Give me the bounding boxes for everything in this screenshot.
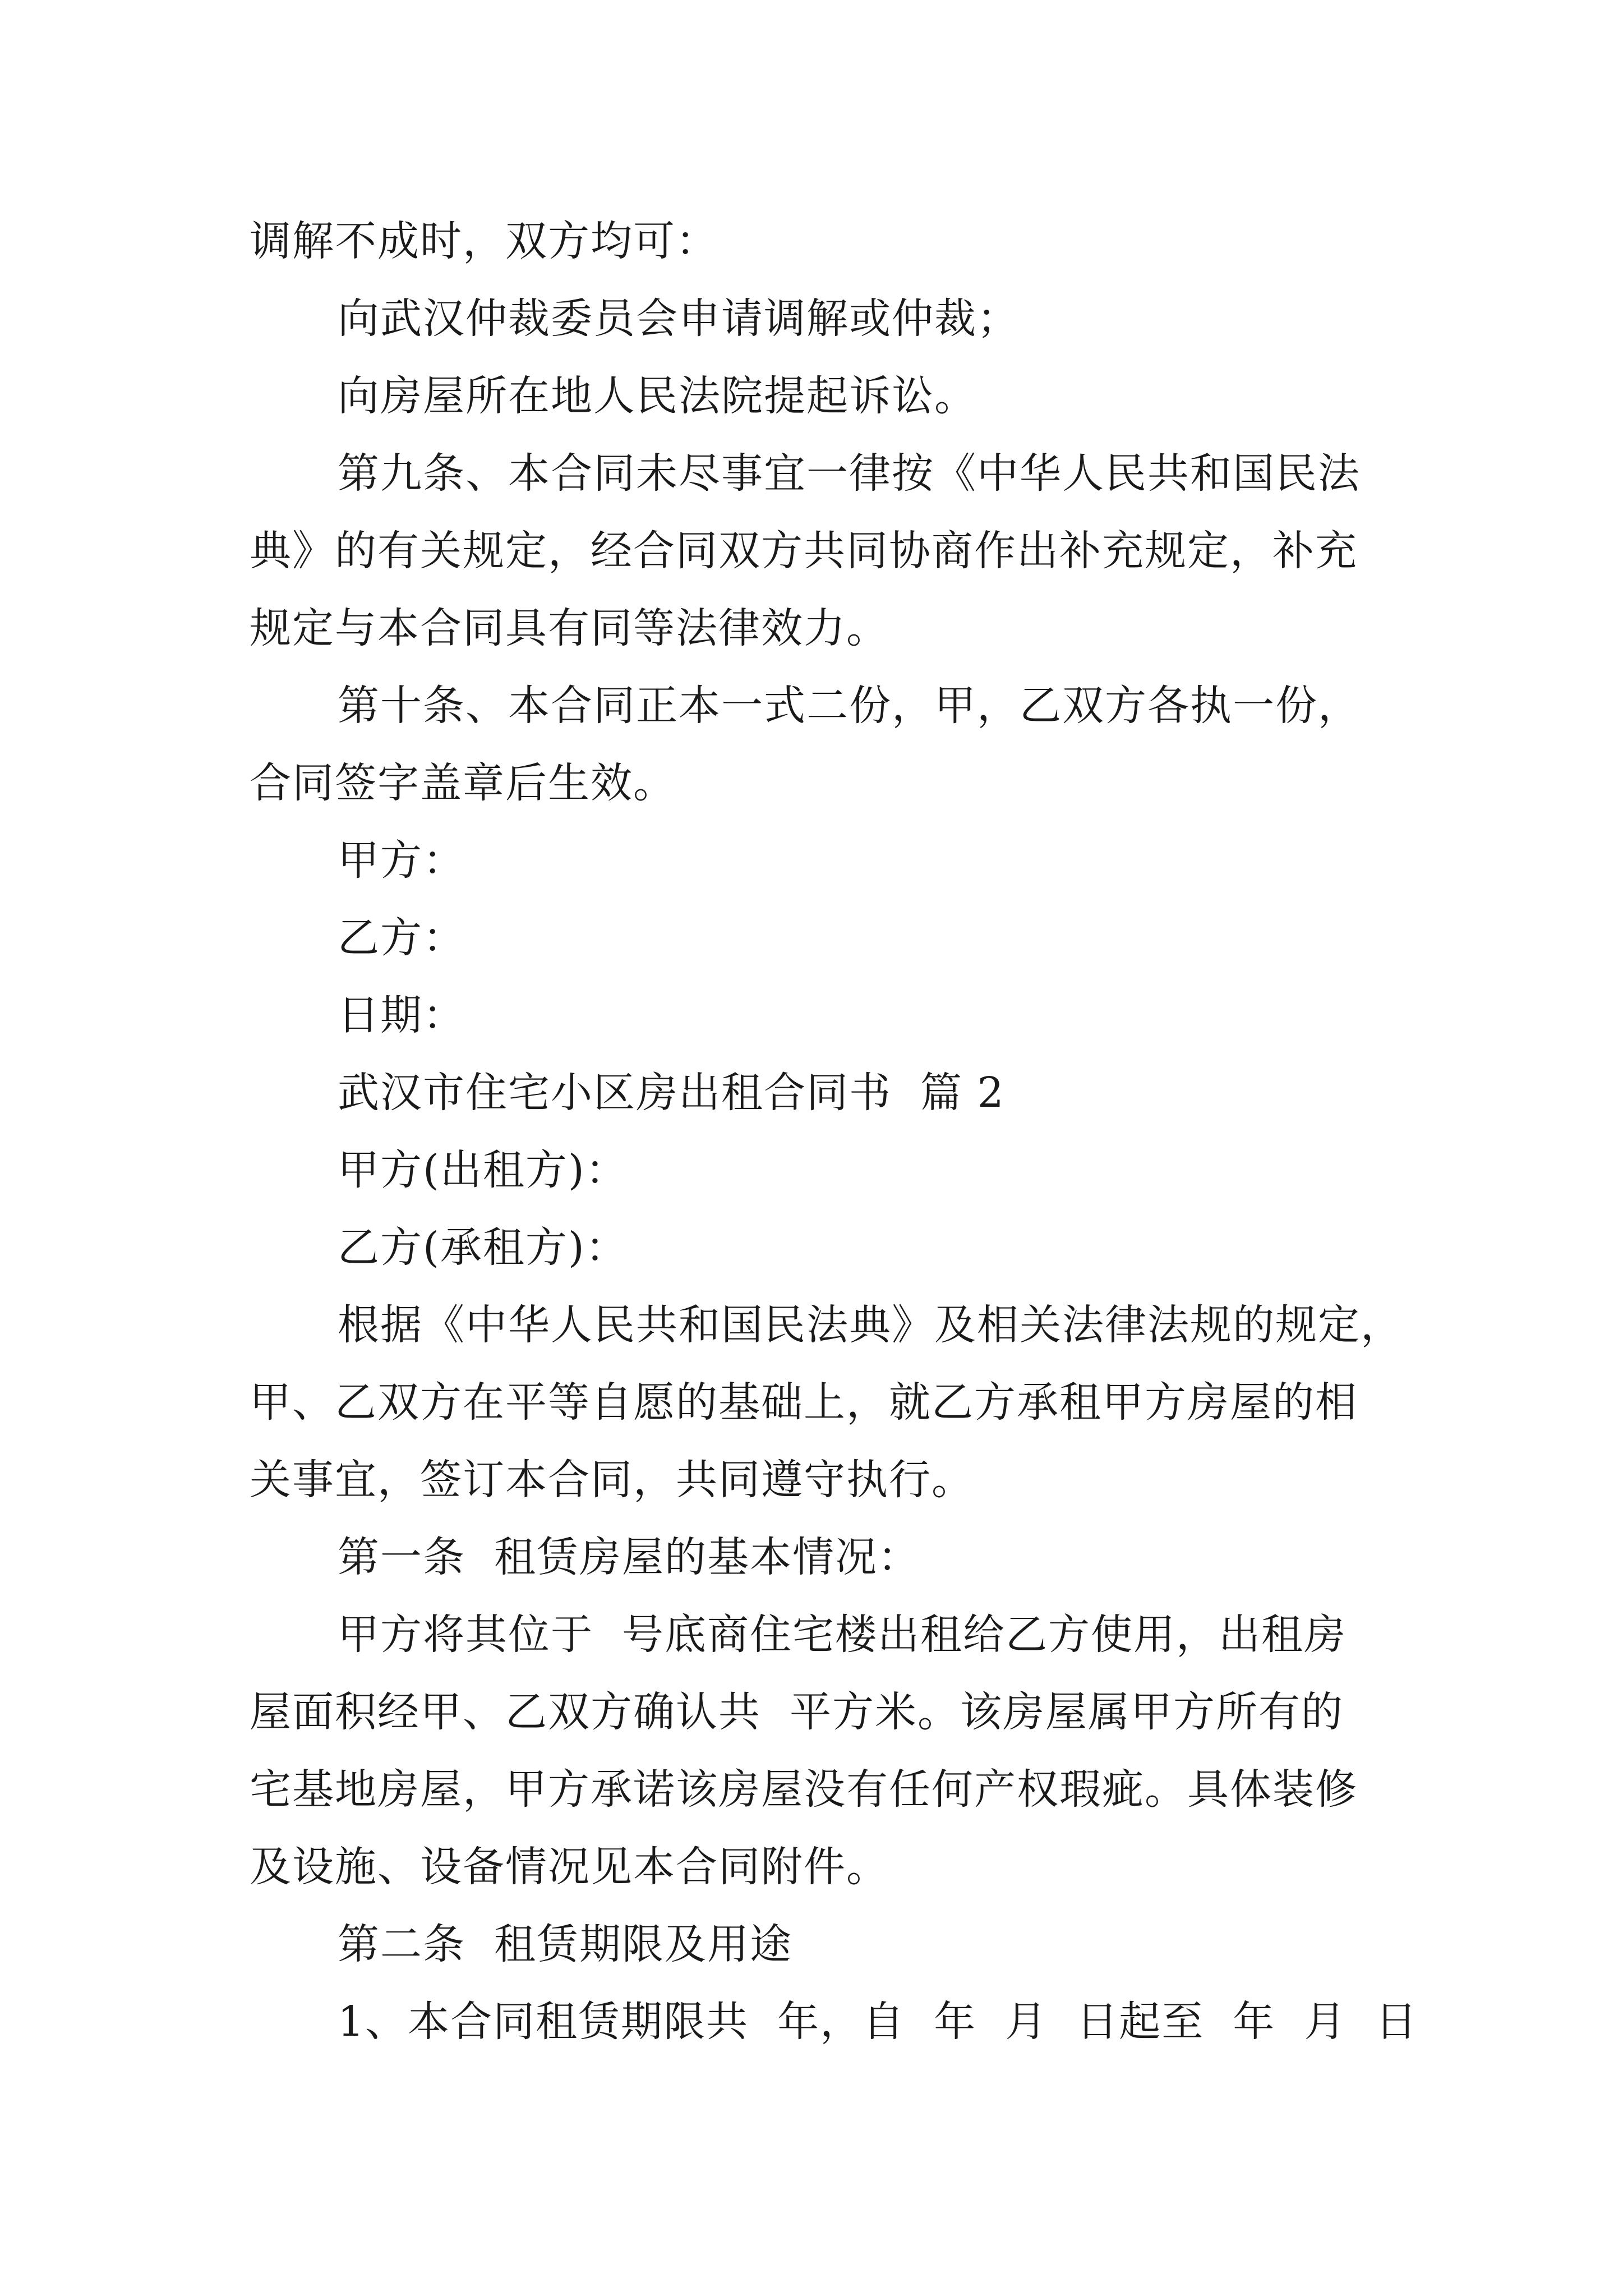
text-line: 规定与本合同具有同等法律效力。 — [250, 604, 889, 652]
text-line: 向武汉仲裁委员会申请调解或仲裁； — [338, 295, 1020, 343]
text-line: 第十条、本合同正本一式二份，甲，乙双方各执一份， — [338, 682, 1361, 730]
text-line: 屋面积经甲、乙双方确认共 平方米。该房屋属甲方所有的 — [250, 1688, 1344, 1736]
text-line: 典》的有关规定，经合同双方共同协商作出补充规定，补充 — [250, 527, 1358, 575]
text-line: 甲方将其位于 号底商住宅楼出租给乙方使用，出租房 — [338, 1611, 1347, 1659]
article-heading: 第二条 租赁期限及用途 — [338, 1920, 793, 1968]
text-line: 1、本合同租赁期限共 年，自 年 月 日起至 年 月 日 — [338, 1998, 1418, 2046]
text-line: 根据《中华人民共和国民法典》及相关法律法规的规定， — [338, 1301, 1403, 1349]
text-line: 关事宜，签订本合同，共同遵守执行。 — [250, 1456, 974, 1504]
section-heading: 武汉市住宅小区房出租合同书 篇 2 — [338, 1069, 1005, 1117]
party-a-label: 甲方(出租方)： — [338, 1146, 628, 1194]
text-line: 第九条、本合同未尽事宜一律按《中华人民共和国民法 — [338, 449, 1361, 498]
text-line: 调解不成时，双方均可： — [250, 217, 718, 265]
article-heading: 第一条 租赁房屋的基本情况： — [338, 1533, 921, 1581]
text-line: 及设施、设备情况见本合同附件。 — [250, 1843, 889, 1891]
text-line: 合同签字盖章后生效。 — [250, 759, 676, 807]
party-b-label: 乙方(承租方)： — [338, 1223, 628, 1272]
text-line: 向房屋所在地人民法院提起诉讼。 — [338, 372, 977, 420]
signature-date: 日期： — [338, 991, 465, 1039]
text-line: 甲、乙双方在平等自愿的基础上，就乙方承租甲方房屋的相 — [250, 1378, 1358, 1427]
signature-party-b: 乙方： — [338, 914, 465, 962]
text-line: 宅基地房屋，甲方承诺该房屋没有任何产权瑕疵。具体装修 — [250, 1765, 1358, 1814]
signature-party-a: 甲方： — [338, 836, 465, 885]
